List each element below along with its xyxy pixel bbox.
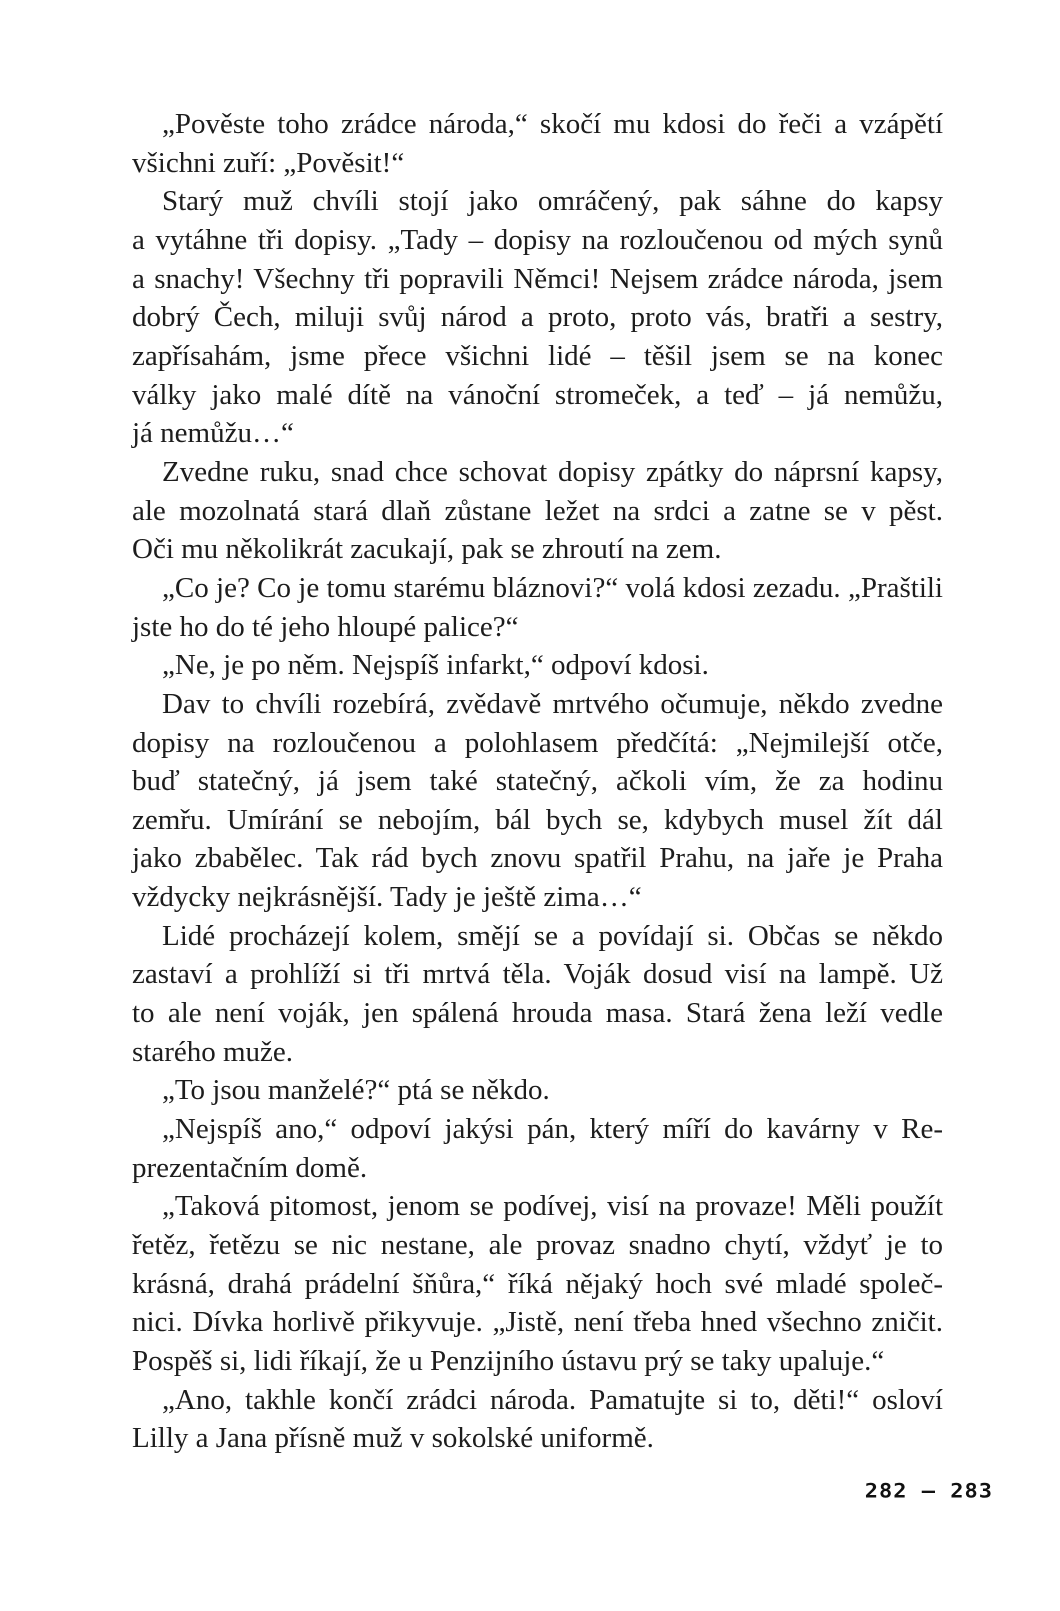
text-block bbox=[132, 105, 943, 1458]
page-number: 282 – 283 bbox=[864, 1481, 993, 1503]
text-line: já nemůžu…“ bbox=[132, 417, 294, 450]
paragraph bbox=[132, 182, 943, 453]
text-line: „Pověste toho zrádce národa,“ skočí mu kdosi do řeči a vzápětí bbox=[162, 108, 943, 140]
text-line: Pospěš si, lidi říkají, že u Penzijního ústavu prý se taky upaluje.“ bbox=[132, 1345, 885, 1377]
text-line: Oči mu několikrát zacukají, pak se zhroutí na zem. bbox=[132, 533, 722, 566]
text-line: Dav to chvíli rozebírá, zvědavě mrtvého očumuje, někdo zvedne bbox=[162, 687, 943, 720]
text-line: a vytáhne tři dopisy. „Tady – dopisy na rozloučenou od mých synů bbox=[132, 223, 943, 256]
text-line: jako zbabělec. Tak rád bych znovu spatřil Prahu, na jaře je Praha bbox=[132, 842, 943, 875]
text-line: jste ho do té jeho hloupé palice?“ bbox=[132, 610, 519, 643]
text-line: Lilly a Jana přísně muž v sokolské uniformě. bbox=[132, 1422, 654, 1455]
paragraph bbox=[132, 1381, 943, 1458]
paragraph bbox=[132, 453, 943, 569]
text-line: všichni zuří: „Pověsit!“ bbox=[132, 146, 405, 179]
text-line: krásná, drahá prádelní šňůra,“ říká nějaký hoch své mladé společ- bbox=[132, 1267, 943, 1300]
text-line: zapřísahám, jsme přece všichni lidé – těšil jsem se na konec bbox=[132, 339, 943, 372]
text-line: Zvedne ruku, snad chce schovat dopisy zpátky do náprsní kapsy, bbox=[162, 455, 943, 488]
paragraph bbox=[132, 105, 943, 182]
text-line: Lidé procházejí kolem, smějí se a povídají si. Občas se někdo bbox=[162, 919, 943, 952]
paragraph bbox=[132, 917, 943, 1072]
text-line: a snachy! Všechny tři popravili Němci! Nejsem zrádce národa, jsem bbox=[132, 262, 943, 295]
paragraph bbox=[132, 685, 943, 917]
text-line: zastaví a prohlíží si tři mrtvá těla. Voják dosud visí na lampě. Už bbox=[132, 958, 943, 991]
paragraph bbox=[132, 1187, 943, 1380]
text-line: to ale není voják, jen spálená hrouda masa. Stará žena leží vedle bbox=[132, 997, 943, 1030]
paragraph bbox=[132, 1071, 943, 1110]
text-line: Starý muž chvíli stojí jako omráčený, pak sáhne do kapsy bbox=[162, 185, 943, 218]
text-line: „Co je? Co je tomu starému bláznovi?“ volá kdosi zezadu. „Praštili bbox=[162, 571, 943, 604]
text-line: zemřu. Umírání se nebojím, bál bych se, kdybych musel žít dál bbox=[132, 803, 943, 836]
paragraph bbox=[132, 1110, 943, 1187]
text-line: „Taková pitomost, jenom se podívej, visí na provaze! Měli použít bbox=[162, 1190, 943, 1223]
text-line: „Ano, takhle končí zrádci národa. Pamatujte si to, děti!“ osloví bbox=[162, 1383, 943, 1416]
text-line: „Nejspíš ano,“ odpoví jakýsi pán, který míří do kavárny v Re- bbox=[162, 1113, 943, 1146]
text-line: prezentačním domě. bbox=[132, 1151, 368, 1184]
text-line: buď statečný, já jsem také statečný, ačkoli vím, že za hodinu bbox=[132, 765, 943, 798]
text-line: vždycky nejkrásnější. Tady je ještě zima…“ bbox=[132, 881, 642, 914]
text-line: „Ne, je po něm. Nejspíš infarkt,“ odpoví kdosi. bbox=[162, 649, 709, 682]
paragraph bbox=[132, 569, 943, 646]
text-line: dopisy na rozloučenou a polohlasem předčítá: „Nejmilejší otče, bbox=[132, 726, 943, 759]
text-line: nici. Dívka horlivě přikyvuje. „Jistě, není třeba hned všechno zničit. bbox=[132, 1306, 943, 1339]
paragraph bbox=[132, 646, 943, 685]
text-line: dobrý Čech, miluji svůj národ a proto, proto vás, bratři a sestry, bbox=[132, 301, 943, 334]
text-line: řetěz, řetězu se nic nestane, ale provaz snadno chytí, vždyť je to bbox=[132, 1229, 943, 1262]
text-line: války jako malé dítě na vánoční stromeček, a teď – já nemůžu, bbox=[132, 378, 943, 411]
text-line: starého muže. bbox=[132, 1035, 294, 1068]
text-line: ale mozolnatá stará dlaň zůstane ležet na srdci a zatne se v pěst. bbox=[132, 494, 943, 527]
text-line: „To jsou manželé?“ ptá se někdo. bbox=[162, 1074, 550, 1107]
